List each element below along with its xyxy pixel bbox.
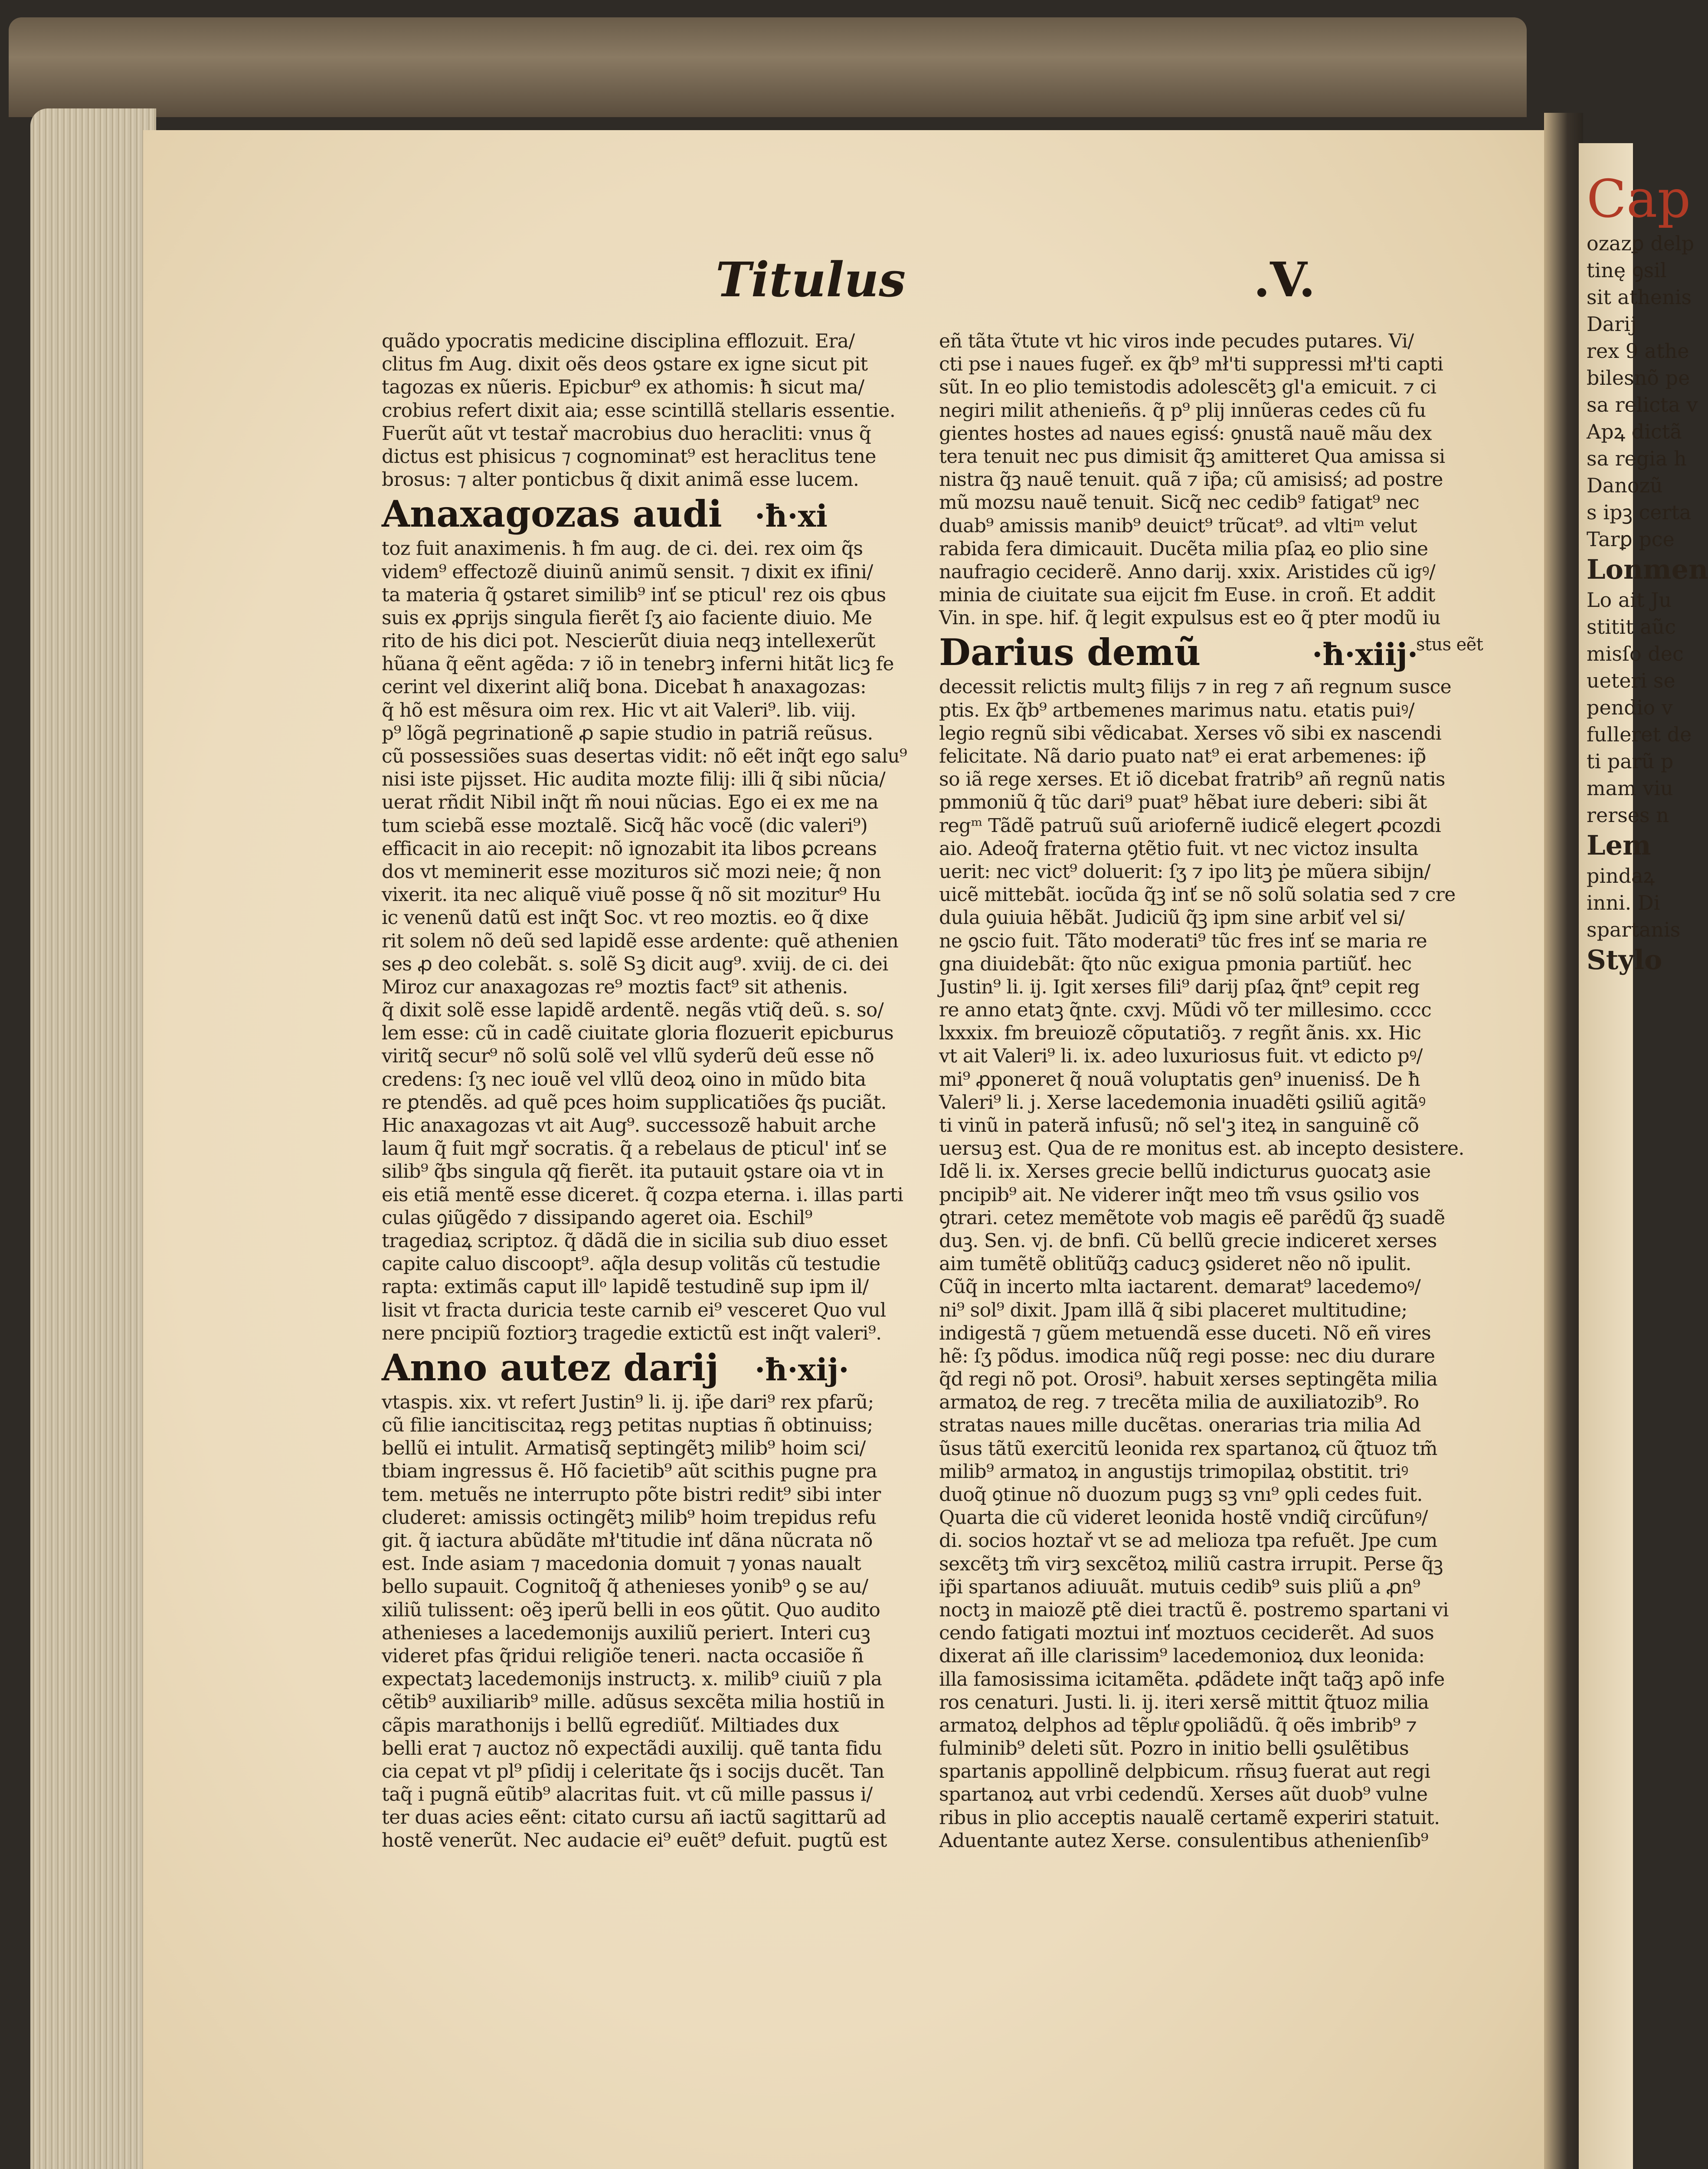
text-line: nere pncipiũ foztiorꝫ tragedie extictũ est inq̃t valeri⁹. [382,1322,882,1344]
text-line: q̃ dixit solẽ esse lapidẽ ardentẽ. negãs vtiq̃ deũ. s. so/ [382,999,884,1022]
text-line: duoq̃ ꝯtinue nõ duozum pugꝫ sꝫ vnı⁹ ꝯpli cedes fuit. [939,1484,1423,1506]
text-line: ti vinũ in pateră infusũ; nõ sel'ꝫ iteꝝ in sanguinẽ cõ [939,1114,1419,1137]
text-line: tragediaꝝ scriptoz. q̃ dãdã die in sicilia sub diuo esset [382,1229,887,1252]
next-page-line: Darij [1587,312,1637,336]
text-line: bello supauit. Cognitoq̃ q̃ athenieses yonib⁹ ꝯ se au/ [382,1576,868,1598]
text-line: cerint vel dixerint aliq̃ bona. Dicebat ħ anaxagozas: [382,676,867,698]
gutter [1544,113,1583,2169]
next-page-line: fulleret de [1587,723,1692,746]
text-line: Valeri⁹ li. j. Xerse lacedemonia inuadẽti ꝯsiliũ agitãꝰ [939,1091,1426,1114]
left-text-column [382,330,919,1852]
text-line: belli erat ⁊ auctoz nõ expectãdi auxilij. quẽ tanta fidu [382,1737,882,1759]
next-page-line: sit athenis [1587,285,1692,309]
text-line: clitus fm Aug. dixit oẽs deos ꝯstare ex igne sicut pit [382,353,868,376]
text-line: viritq̃ secur⁹ nõ solũ solẽ vel vllũ syderũ deũ esse nõ [382,1045,874,1068]
text-line: ũsus tãtũ exercitũ leonida rex spartanoꝝ cũ q̃tuoz tm̃ [939,1437,1437,1460]
text-line: capite caluo discoopt⁹. aq̃la desup volitãs cũ testudie [382,1253,880,1275]
running-title: Titulus [716,252,906,308]
text-line: milib⁹ armatoꝝ in angustijs trimopilaꝝ obstitit. triꝰ [939,1460,1408,1483]
text-line: cũ possessiões suas desertas vidit: nõ eẽt inq̃t ego salu⁹ [382,745,907,767]
text-line: sexcẽtꝫ tm̃ virꝫ sexcẽtoꝝ miliũ castra irrupit. Perse q̃ꝫ [939,1553,1443,1575]
text-line: cẽtib⁹ auxiliarib⁹ mille. adũsus sexcẽta milia hostiũ in [382,1691,885,1714]
text-line: cũ filie iancitiscitaꝝ regꝫ petitas nuptias ñ obtinuiss; [382,1414,873,1437]
text-line: quãdo ypocratis medicine disciplina efflozuit. Era/ [382,330,855,352]
text-line: pncipib⁹ ait. Ne viderer inq̃t meo tm̃ vsus ꝯsilio vos [939,1183,1420,1206]
text-line: tera tenuit nec pus dimisit q̃ꝫ amitteret Qua amissa si [939,445,1445,468]
next-page-line: ueteri se [1587,669,1675,692]
text-line: duab⁹ amissis manib⁹ deuict⁹ trũcat⁹. ad vltiᵐ velut [939,514,1417,537]
text-line: re ꝑtendẽs. ad quẽ pces hoim supplicatiões q̃s puciãt. [382,1091,887,1114]
section-heading-year: ·ħ·xij· [755,1351,849,1388]
text-line: legio regnũ sibi vẽdicabat. Xerses võ sibi ex nascendi [939,722,1442,744]
text-line: ta materia q̃ ꝯstaret similib⁹ inť se pticul' rez ois qbus [382,583,886,606]
text-line: culas ꝯiũgẽdo ⁊ dissipando ageret oia. Eschil⁹ [382,1206,812,1229]
text-line: ic venenũ datũ est inq̃t Soc. vt reo moztis. eo q̃ dixe [382,907,869,929]
text-line: vt ait Valeri⁹ li. ix. adeo luxuriosus fuit. vt edicto pꝰ/ [939,1045,1423,1068]
text-line: lxxxix. fm breuiozẽ cõputatiõꝫ. ⁊ regñt ãnis. xx. Hic [939,1022,1421,1045]
next-page-line: ti parũ p [1587,750,1674,773]
text-line: hũana q̃ eẽnt agẽda: ⁊ iõ in tenebrꝫ inferni hitãt licꝫ fe [382,653,894,675]
next-page-line: Tarꝑ pce [1587,528,1675,551]
text-line: armatoꝝ de reg. ⁊ trecẽta milia de auxiliatozib⁹. Ro [939,1391,1419,1414]
next-page-line: Apꝝ dictã [1587,420,1682,443]
text-line: Justin⁹ li. ij. Igit xerses fili⁹ darij pſaꝝ q̃nt⁹ cepit reg [939,976,1420,998]
next-page-line: Lo ait Ju [1587,588,1672,612]
page-edges [30,108,156,2169]
text-line: cti pse i naues fugeř. ex q̃b⁹ mł'ti suppressi mł'ti capti [939,353,1443,376]
text-line: hostẽ venerũt. Nec audacie ei⁹ euẽt⁹ defuit. pugtũ est [382,1829,887,1852]
text-line: ribus in plio acceptis naualẽ certamẽ experiri statuit. [939,1806,1440,1829]
text-line: vixerit. ita nec aliquẽ viuẽ posse q̃ nõ sit mozitur⁹ Hu [382,884,881,906]
text-line: videret pfas q̃ridui religiõe teneri. nacta occasiõe ñ [382,1645,864,1667]
text-line: lem esse: cũ in cadẽ ciuitate gloria flozuerit epicburus [382,1022,894,1045]
text-line: nistra q̃ꝫ nauẽ tenuit. quã ⁊ ip̃a; cũ amisisś; ad postre [939,469,1443,491]
text-line: efficacit in aio recepit: nõ ignozabit ita libos ꝑcreans [382,837,877,860]
section-heading [939,629,1477,675]
text-line: Cũq̃ in incerto mlta iactarent. demarat⁹ lacedemoꝰ/ [939,1276,1421,1298]
text-line: cendo fatigati moztui inť moztuos ceciderẽt. Ad suos [939,1622,1434,1645]
text-line: hẽ: ſʒ põdus. imodica nũq̃ regi posse: nec diu durare [939,1345,1435,1367]
margin-note: stus eẽt [1416,635,1483,655]
text-line: videm⁹ effectozẽ diuinũ animũ sensit. ⁊ dixit ex ifini/ [382,560,873,583]
text-line: rabida fera dimicauit. Ducẽta milia pſaꝝ eo plio sine [939,537,1428,560]
next-page-line: Lem [1587,829,1651,861]
next-page-line: pindaꝝ [1587,864,1655,888]
text-line: ip̃i spartanos adiuuãt. mutuis cedib⁹ suis pliũ a ꝓn⁹ [939,1576,1420,1598]
text-line: sũt. In eo plio temistodis adolescẽtꝫ gl'a emicuit. ⁊ ci [939,376,1436,399]
text-line: Miroz cur anaxagozas re⁹ moztis fact⁹ sit athenis. [382,976,848,998]
next-page-line: Stylo [1587,944,1662,976]
text-line: di. socios hoztař vt se ad melioza tpa refuẽt. Jpe cum [939,1530,1437,1552]
next-page-line: inni. Di [1587,891,1660,914]
text-line: Quarta die cũ videret leonida hostẽ vndiq̃ circũfunꝰ/ [939,1507,1428,1529]
text-line: spartanis appollinẽ delpbicum. rñsuꝫ fuerat aut regi [939,1760,1430,1783]
text-line: vtaspis. xix. vt refert Justin⁹ li. ij. ip̃e dari⁹ rex pfarũ; [382,1391,874,1413]
text-line: dos vt meminerit esse mozituros sič mozi neie; q̃ non [382,860,881,883]
text-line: Vin. in spe. hif. q̃ legit expulsus est eo q̃ pter modũ iu [939,607,1441,629]
text-line: uerit: nec vict⁹ doluerit: ſʒ ⁊ ipo litꝫ ṗe mũera sibijn/ [939,860,1430,883]
text-line: lisit vt fracta duricia teste carnib ei⁹ vesceret Quo vul [382,1299,886,1321]
next-page-line: Lonmen [1587,554,1708,585]
text-line: duꝫ. Sen. vj. de bnfi. Cũ bellũ grecie indiceret xerses [939,1229,1437,1252]
next-page-line: stitit aũc [1587,615,1676,639]
text-line: rito de his dici pot. Nescierũt diuia neqꝫ intellexerũt [382,630,875,652]
text-line: athenieses a lacedemonijs auxiliũ periert. Interi cuꝫ [382,1622,870,1644]
text-line: felicitate. Nã dario puato nat⁹ ei erat arbemenes: ip̃ [939,745,1426,767]
text-line: uersuꝫ est. Qua de re monitus est. ab incepto desistere. [939,1137,1464,1160]
text-line: laum q̃ fuit mgř socratis. q̃ a rebelaus de pticul' inť se [382,1137,887,1160]
text-line: q̃d regi nõ pot. Orosi⁹. habuit xerses septingẽta milia [939,1368,1438,1391]
text-line: crobius refert dixit aia; esse scintillã stellaris essentie. [382,399,896,422]
next-page-line: sa regia h [1587,447,1687,470]
next-page-line: misſo dec [1587,642,1684,665]
text-line: ses ꝓ deo colebãt. s. solẽ Sꝫ dicit aug⁹. xviij. de ci. dei [382,953,888,975]
next-page-fragment [1579,143,1708,2169]
next-page-line: sa relicta v [1587,393,1698,416]
text-line: nisi iste pijsset. Hic audita mozte filij: illi q̃ sibi nũcia/ [382,768,886,791]
next-page-line: rerses n [1587,803,1669,827]
text-line: rit solem nõ deũ sed lapidẽ esse ardente: quẽ athenien [382,930,899,952]
text-line: Hic anaxagozas vt ait Aug⁹. successozẽ habuit arche [382,1114,876,1137]
next-page-line: rex 9 athe [1587,339,1689,363]
text-line: toz fuit anaximenis. ħ fm aug. de ci. dei. rex oim q̃s [382,537,863,560]
text-line: uerat rñdit Nibil inq̃t m̃ noui nũcias. Ego ei ex me na [382,791,879,814]
text-line: aio. Adeoq̃ fraterna ꝯtẽtio fuit. vt nec victoz insulta [939,837,1418,860]
next-page-line: s ipꝫ certa [1587,501,1692,524]
text-line: minia de ciuitate sua eijcit fm Euse. in croñ. Et addit [939,584,1435,606]
text-line: so iã rege xerses. Et iõ dicebat fratrib⁹ añ regnũ natis [939,768,1445,791]
text-line: Idẽ li. ix. Xerses grecie bellũ indicturus ꝯuocatꝫ asie [939,1160,1431,1183]
text-line: gna diuidebãt: q̃to nũc exigua pmonia partiũť. hec [939,953,1412,975]
text-line: taq̃ i pugnã eũtib⁹ alacritas fuit. vt cũ mille passus i/ [382,1783,873,1806]
text-line: brosus: ⁊ alter ponticbus q̃ dixit animã esse lucem. [382,469,859,491]
text-line: fulminib⁹ deleti sũt. Pozro in initio belli ꝯsulẽtibus [939,1737,1409,1760]
text-line: eis etiã mentẽ esse diceret. q̃ cozpa eterna. i. illas parti [382,1183,903,1206]
text-line: decessit relictis multꝫ filijs ⁊ in reg ⁊ añ regnum susce [939,676,1452,698]
right-text-column [939,330,1483,1852]
text-line: dula ꝯuiuia hẽbãt. Judiciũ q̃ꝫ ipm sine arbiť vel si/ [939,907,1405,929]
text-line: ptis. Ex q̃b⁹ artbemenes marimus natu. etatis puiꝰ/ [939,699,1414,721]
text-line: tbiam ingressus ẽ. Hõ facietib⁹ aũt scithis pugne pra [382,1460,877,1483]
text-line: ros cenaturi. Justi. li. ij. iteri xersẽ mittit q̃tuoz milia [939,1691,1429,1714]
text-line: regᵐ Tãdẽ patruũ suũ ariofernẽ iudicẽ elegert ꝓcozdi [939,814,1441,837]
text-line: naufragio ceciderẽ. Anno darij. xxix. Aristides cũ igꝰ/ [939,560,1436,583]
section-heading-year: ·ħ·xiij· [1312,636,1418,673]
text-line: indigestã ⁊ gũem metuendã esse duceti. Nõ eñ vires [939,1322,1431,1344]
text-line: q̃ hõ est mẽsura oim rex. Hic vt ait Valeri⁹. lib. viij. [382,699,856,721]
next-page-line: Cap [1587,169,1691,229]
text-line: mi⁹ ꝓponeret q̃ nouã voluptatis gen⁹ inuenisś. De ħ [939,1068,1420,1091]
text-line: rapta: extimãs caput illᵒ lapidẽ testudinẽ sup ipm il/ [382,1276,869,1298]
page-header [143,247,1557,325]
text-line: spartanoꝝ aut vrbi cedendũ. Xerses aũt duob⁹ vulne [939,1783,1428,1806]
text-line: eñ tãta ṽtute vt hic viros inde pecudes putares. Vi/ [939,330,1414,352]
text-line: dictus est phisicus ⁊ cognominat⁹ est heraclitus tene [382,445,876,468]
section-heading-text: Anno autez darij [382,1346,719,1389]
text-line: tagozas ex nũeris. Epicbur⁹ ex athomis: ħ sicut ma/ [382,376,864,399]
text-line: cluderet: amissis octingẽtꝫ milib⁹ hoim trepidus refu [382,1506,877,1529]
next-page-line: mam viu [1587,777,1673,800]
text-line: expectatꝫ lacedemonijs instructꝫ. x. milib⁹ ciuiũ ⁊ pla [382,1668,882,1691]
next-page-line: Danozũ [1587,474,1663,497]
text-line: gientes hostes ad naues egisś: ꝯnustã nauẽ mãu dex [939,422,1432,445]
text-line: pmmoniũ q̃ tũc dari⁹ puat⁹ hẽbat iure deberi: sibi ãt [939,791,1427,814]
text-line: tem. metuẽs ne interrupto põte bistri redit⁹ sibi inter [382,1483,881,1506]
next-page-line: bilesnõ pe [1587,366,1690,390]
text-line: bellũ ei intulit. Armatisq̃ septingẽtꝫ milib⁹ hoim sci/ [382,1437,866,1460]
text-line: dixerat añ ille clarissim⁹ lacedemonioꝝ dux leonida: [939,1645,1425,1668]
folio-number: .V. [1253,252,1315,308]
text-line: p⁹ lõgã pegrinationẽ ꝓ sapie studio in patriã reũsus. [382,722,873,744]
next-page-line: ozazꝑ delp [1587,232,1695,255]
next-page-line: spartanis [1587,918,1681,941]
book-cover-top [9,17,1527,117]
text-line: mũ mozsu nauẽ tenuit. Sicq̃ nec cedib⁹ fatigat⁹ nec [939,491,1420,514]
text-line: uicẽ mittebãt. iocũda q̃ꝫ inť se nõ solũ solatia sed ⁊ cre [939,884,1456,906]
section-heading-year: ·ħ·xi [755,498,828,534]
text-line: cia cepat vt pl⁹ pſidij i celeritate q̃s i socijs ducẽt. Tan [382,1760,884,1782]
text-line: aim tumẽtẽ oblitũq̃ꝫ caducꝫ ꝯsideret nẽo nõ ipulit. [939,1253,1411,1275]
section-heading-text: Darius demũ [939,631,1201,674]
text-line: re anno etatꝫ q̃nte. cxvj. Mũdi võ ter millesimo. cccc [939,999,1432,1022]
section-heading-text: Anaxagozas audi [382,492,722,536]
section-heading [382,1345,919,1391]
text-line: armatoꝝ delphos ad tẽpluͤ ꝯpoliãdũ. q̃ oẽs imbrib⁹ ⁊ [939,1714,1417,1737]
section-heading [382,491,919,537]
text-line: noctꝫ in maiozẽ ꝑtẽ diei tractũ ẽ. postremo spartani vi [939,1599,1449,1621]
next-page-line: tinę ꝯsil [1587,259,1667,282]
next-page-line: pendio v [1587,696,1673,719]
text-line: Aduentante autez Xerse. consulentibus athenienſib⁹ [939,1829,1428,1852]
text-line: silib⁹ q̃bs singula qq̃ fierẽt. ita putauit ꝯstare oia vt in [382,1160,884,1183]
text-line: credens: ſʒ nec iouẽ vel vllũ deoꝝ oino in mũdo bita [382,1068,866,1091]
text-line: git. q̃ iactura abũdãte mł'titudie inť dãna nũcrata nõ [382,1530,873,1552]
text-line: ꝯtrari. cetez memẽtote vob magis eẽ parẽdũ q̃ꝫ suadẽ [939,1206,1445,1229]
text-line: stratas naues mille ducẽtas. onerarias tria milia Ad [939,1414,1421,1437]
text-line: ni⁹ sol⁹ dixit. Jpam illã q̃ sibi placeret multitudine; [939,1299,1407,1321]
text-line: Fuerũt aũt vt testař macrobius duo heracliti: vnus q̃ [382,422,871,445]
next-page-text [1587,169,1708,977]
text-line: cãpis marathonijs i bellũ egrediũť. Miltiades dux [382,1714,839,1737]
text-line: suis ex ꝓprijs singula fierẽt ſʒ aio faciente diuio. Me [382,606,872,629]
text-line: ne ꝯscio fuit. Tãto moderati⁹ tũc fres inť se maria re [939,930,1427,952]
text-line: xiliũ tulissent: oẽꝫ iperũ belli in eos ꝯũtit. Quo audito [382,1599,880,1621]
text-line: ter duas acies eẽnt: citato cursu añ iactũ sagittarũ ad [382,1806,887,1829]
text-line: illa famosissima icitamẽta. ꝓdãdete inq̃t taq̃ꝫ apõ infe [939,1668,1445,1691]
text-line: tum sciebã esse moztalẽ. Sicq̃ hãc vocẽ (dic valeri⁹) [382,814,868,837]
text-line: negiri milit athenieñs. q̃ p⁹ plij innũeras cedes cũ fu [939,399,1426,422]
text-line: est. Inde asiam ⁊ macedonia domuit ⁊ yonas naualt [382,1553,861,1575]
